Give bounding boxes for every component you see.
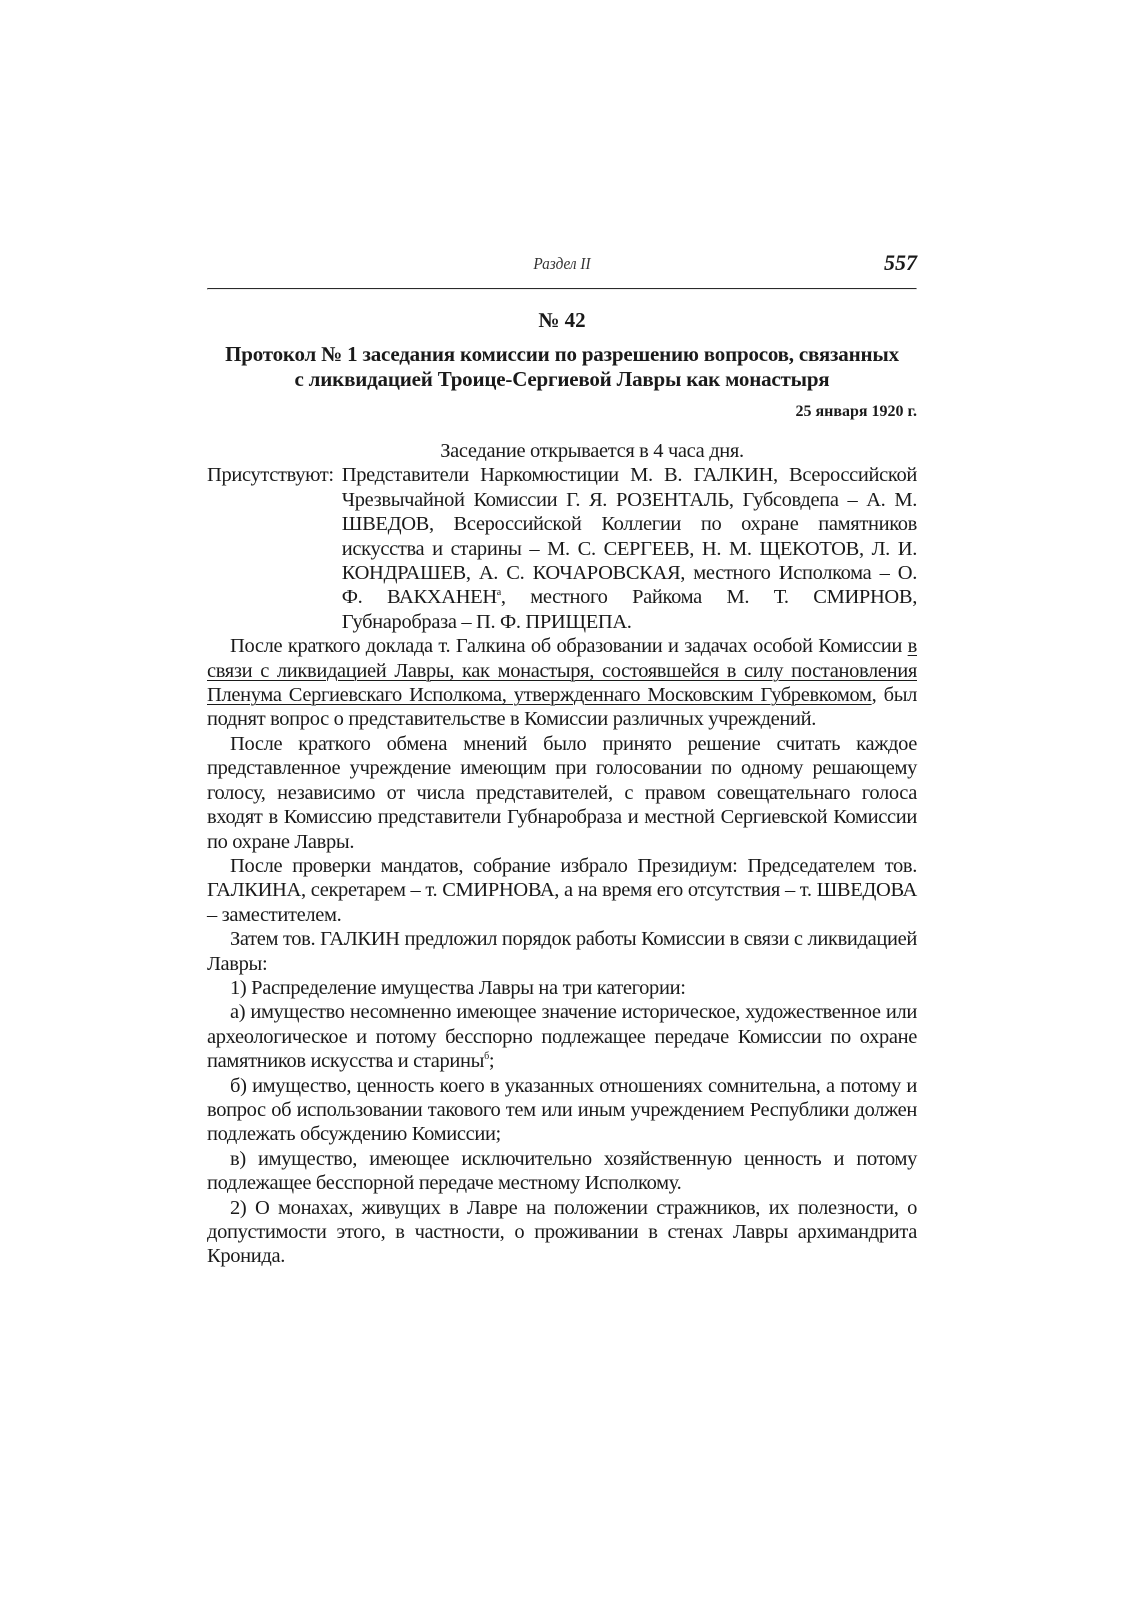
footnote-mark-a[interactable]: а xyxy=(496,587,501,599)
document-title-line-2: с ликвидацией Троице-Сергиевой Лавры как монастыря xyxy=(294,367,830,391)
underlined-passage: в связи с ликвидацией Лавры, как монастыря, состоявшейся в силу постановления Пленума Сергиевскаго Исполкома, утвержденнаго Московским Губревкомом xyxy=(207,635,917,707)
running-header xyxy=(207,248,917,288)
attendees-text-part-2: , местного Райкома М. Т. СМИРНОВ, Губнаробраза – П. Ф. ПРИЩЕПА. xyxy=(341,586,917,633)
paragraph-work-order: Затем тов. ГАЛКИН предложил порядок работы Комиссии в связи с ликвидацией Лавры: xyxy=(207,928,917,975)
attendees-text xyxy=(342,463,917,634)
attendees-label: Присутствуют: xyxy=(207,464,334,487)
document-body xyxy=(207,439,917,1269)
paragraph-presidium: После проверки мандатов, собрание избрало Президиум: Председателем тов. ГАЛКИНА, секретарем – т. СМИРНОВА, а на время его отсутствия – т. ШВЕДОВА – заместителем. xyxy=(207,854,917,926)
list-item-b: б) имущество, ценность коего в указанных отношениях сомнительна, а потому и вопрос об использовании такового тем или иным учреждением Республики должен подлежать обсуждению Комиссии; xyxy=(207,1074,917,1146)
attendees-block xyxy=(207,463,917,634)
header-rule xyxy=(207,288,917,290)
paragraph-report-end: , был поднят вопрос о представительстве в Комиссии различных учреждений. xyxy=(207,684,917,731)
list-item-v: в) имущество, имеющее исключительно хозяйственную ценность и потому подлежащее бесспорной передаче местному Исполкому. xyxy=(207,1147,917,1195)
attendees-text-part-1: Представители Наркомюстиции М. В. ГАЛКИН, Всероссийской Чрезвычайной Комиссии Г. Я. РОЗЕНТАЛЬ, Губсовдепа – А. М. ШВЕДОВ, Всероссийской Коллегии по охране памятников искусства и старины – М. С. СЕРГЕЕВ, Н. М. ЩЕКОТОВ, Л. И. КОНДРАШЕВ, А. С. КОЧАРОВСКАЯ, местного Исполкома – О. Ф. ВАКХАНЕН xyxy=(341,464,917,609)
paragraph-report-start: После краткого доклада т. Галкина об образовании и задачах особой Комиссии xyxy=(230,635,908,658)
list-item-a-end: ; xyxy=(488,1050,495,1073)
paragraph-voting: После краткого обмена мнений было принято решение считать каждое представленное учреждение имеющим при голосовании по одному решающему голосу, независимо от числа представителей, с правом совещательнаго голоса входят в Комиссию представители Губнаробраза и местной Сергиевской Комиссии по охране Лавры. xyxy=(207,732,917,853)
opening-line: Заседание открывается в 4 часа дня. xyxy=(440,440,744,462)
document-page xyxy=(207,248,917,1269)
paragraph-report xyxy=(207,634,917,732)
list-item-a xyxy=(207,1000,917,1073)
document-title xyxy=(207,342,917,392)
section-title: Раздел II xyxy=(533,254,591,273)
footnote-mark-b[interactable]: б xyxy=(484,1051,489,1063)
list-item-a-text: а) имущество несомненно имеющее значение историческое, художественное или археологическое и потому бесспорно подлежащее передаче Комиссии по охране памятников искусства и старины xyxy=(207,1001,917,1073)
document-title-line-1: Протокол № 1 заседания комиссии по разрешению вопросов, связанных xyxy=(225,342,899,366)
document-date: 25 января 1920 г. xyxy=(795,403,917,420)
page-number: 557 xyxy=(884,250,917,275)
list-item-1: 1) Распределение имущества Лавры на три категории: xyxy=(230,976,686,999)
document-number: № 42 xyxy=(538,308,586,332)
list-item-2: 2) О монахах, живущих в Лавре на положении стражников, их полезности, о допустимости этого, в частности, о проживании в стенах Лавры архимандрита Кронида. xyxy=(207,1196,917,1268)
